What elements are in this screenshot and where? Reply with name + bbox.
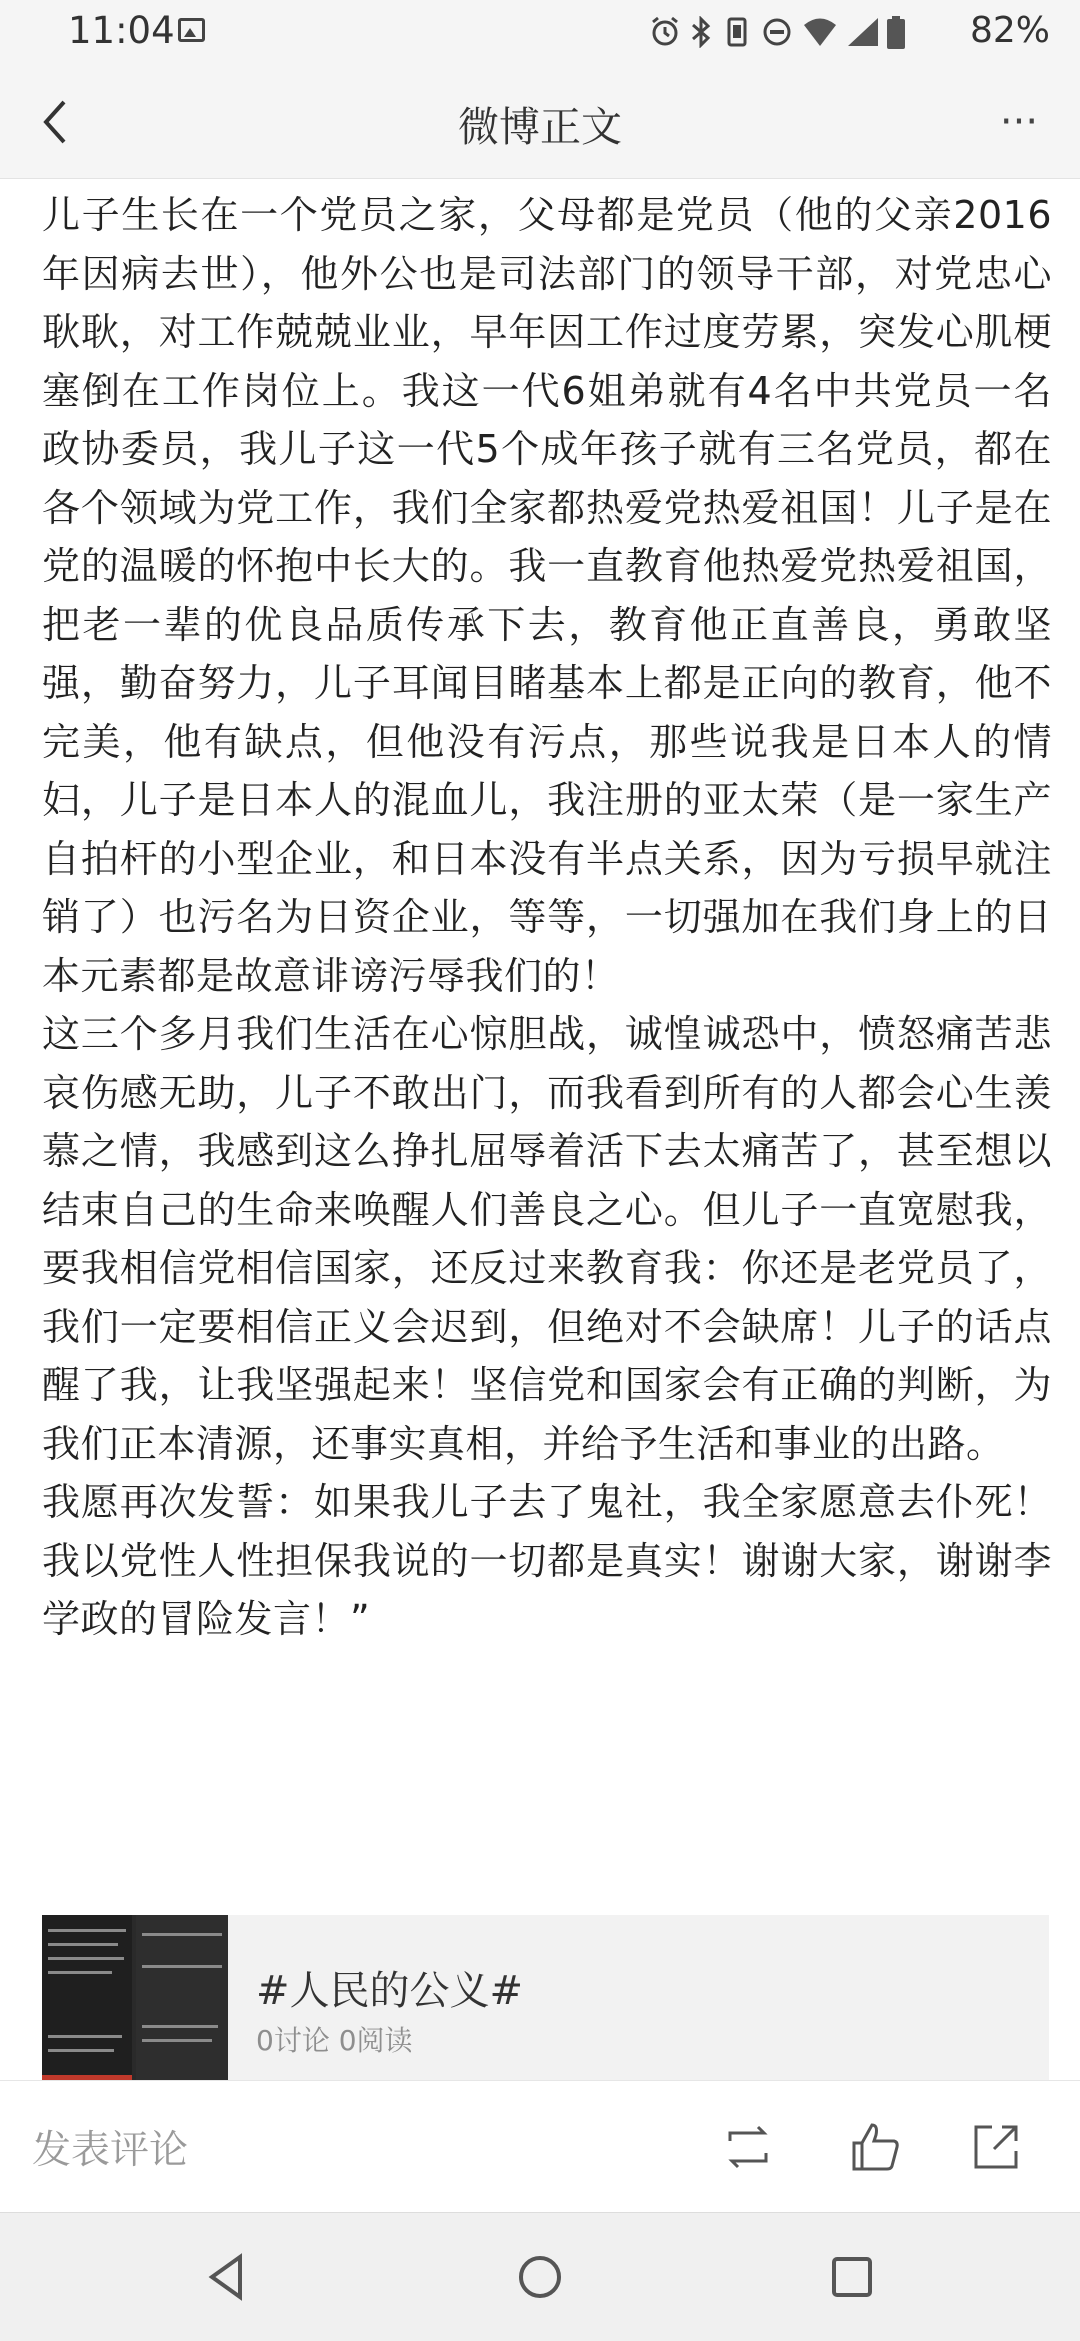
action-bar	[0, 2080, 1080, 2211]
page-title: 微博正文	[458, 103, 622, 151]
wifi-icon	[802, 16, 838, 48]
topic-card[interactable]	[42, 1915, 1049, 2083]
article-body	[42, 186, 1052, 1649]
share-icon[interactable]	[968, 2119, 1024, 2175]
like-icon[interactable]	[848, 2119, 904, 2175]
topic-thumbnail	[42, 1915, 228, 2083]
image-icon	[178, 18, 205, 42]
topic-stats: 0讨论 0阅读	[256, 2024, 413, 2057]
bluetooth-icon	[690, 16, 712, 48]
status-icons	[650, 8, 1050, 58]
home-circle-icon[interactable]	[512, 2249, 568, 2305]
alarm-icon	[650, 16, 680, 48]
battery-percent: 82%	[969, 10, 1050, 51]
dnd-icon	[762, 16, 792, 48]
more-icon[interactable]: ···	[999, 99, 1039, 145]
repost-icon[interactable]	[720, 2119, 776, 2175]
topic-title[interactable]: #人民的公义#	[256, 1968, 524, 2014]
article-paragraph: 我愿再次发誓：如果我儿子去了鬼社，我全家愿意去仆死！我以党性人性担保我说的一切都是真实！谢谢大家，谢谢李学政的冒险发言！”	[42, 1480, 1052, 1641]
status-time: 11:04	[68, 9, 175, 52]
signal-icon	[846, 16, 880, 48]
article-paragraph: 这三个多月我们生活在心惊胆战，诚惶诚恐中，愤怒痛苦悲哀伤感无助，儿子不敢出门，而我看到所有的人都会心生羡慕之情，我感到这么挣扎屈辱着活下去太痛苦了，甚至想以结束自己的生命来唤醒人们善良之心。但儿子一直宽慰我，要我相信党相信国家，还反过来教育我：你还是老党员了，我们一定要相信正义会迟到，但绝对不会缺席！儿子的话点醒了我，让我坚强起来！坚信党和国家会有正确的判断，为我们正本清源，还事实真相，并给予生活和事业的出路。	[42, 1012, 1052, 1466]
nav-bar	[0, 66, 1080, 179]
article-paragraph: 儿子生长在一个党员之家，父母都是党员（他的父亲2016年因病去世），他外公也是司法部门的领导干部，对党忠心耿耿，对工作兢兢业业，早年因工作过度劳累，突发心肌梗塞倒在工作岗位上。我这一代6姐弟就有4名中共党员一名政协委员，我儿子这一代5个成年孩子就有三名党员，都在各个领域为党工作，我们全家都热爱党热爱祖国！儿子是在党的温暖的怀抱中长大的。我一直教育他热爱党热爱祖国，把老一辈的优良品质传承下去，教育他正直善良，勇敢坚强，勤奋努力，儿子耳闻目睹基本上都是正向的教育，他不完美，他有缺点，但他没有污点，那些说我是日本人的情妇，儿子是日本人的混血儿，我注册的亚太荣（是一家生产自拍杆的小型企业，和日本没有半点关系，因为亏损早就注销了）也污名为日资企业，等等，一切强加在我们身上的日本元素都是故意诽谤污辱我们的！	[42, 193, 1052, 998]
vibrate-icon	[722, 16, 752, 48]
battery-icon	[886, 16, 906, 50]
status-bar	[0, 0, 1080, 66]
comment-input[interactable]: 发表评论	[32, 2128, 189, 2173]
recents-square-icon[interactable]	[824, 2249, 880, 2305]
back-triangle-icon[interactable]	[200, 2249, 256, 2305]
system-nav-bar	[0, 2212, 1080, 2341]
